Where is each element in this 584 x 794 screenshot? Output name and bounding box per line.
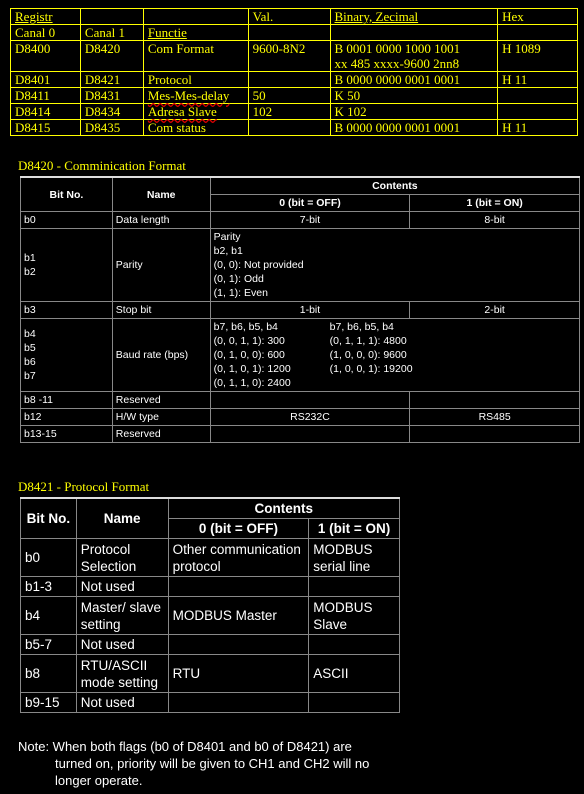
off-cell [210, 426, 410, 443]
baud-left-column [214, 320, 330, 390]
binary-line-2: xx 485 xxxx-9600 2nn8 [334, 56, 460, 71]
comm-format-title: D8420 - Comminication Format [18, 158, 186, 173]
table-row [21, 597, 400, 635]
canal1-cell: D8421 [80, 72, 143, 88]
canal1-cell: D8434 [80, 104, 143, 120]
comm-header-row [21, 177, 580, 195]
canal0-cell: D8401 [11, 72, 81, 88]
register-header-row [11, 9, 578, 25]
value-cell [248, 72, 330, 88]
parity-line: b2, b1 [213, 245, 243, 257]
on-cell: 8-bit [410, 212, 580, 229]
hex-cell [498, 88, 578, 104]
baud-line: (0, 1, 1, 1): 4800 [329, 335, 407, 347]
canal1-cell: D8435 [80, 120, 143, 136]
binary-line: B 0001 0000 1000 1001 [334, 41, 461, 56]
bit-cell: b0 [21, 212, 113, 229]
proto-header-bit: Bit No. [21, 498, 77, 539]
table-row [21, 319, 580, 392]
proto-header-on: 1 (bit = ON) [309, 519, 400, 539]
comm-header-bit: Bit No. [21, 177, 113, 212]
hex-cell: H 11 [498, 120, 578, 136]
subheader-empty-5 [498, 25, 578, 41]
hex-cell: H 1089 [498, 41, 578, 72]
baud-line: (0, 1, 0, 1): 1200 [213, 363, 291, 375]
bit-label: b2 [24, 266, 36, 278]
canal0-cell: D8411 [11, 88, 81, 104]
bit-label: b6 [24, 356, 36, 368]
name-cell: Not used [76, 635, 168, 655]
table-row [21, 426, 580, 443]
bit-cell: b4 [21, 597, 77, 635]
table-row [11, 41, 578, 72]
table-row [21, 577, 400, 597]
binary-cell: K 50 [330, 88, 498, 104]
name-cell: RTU/ASCII mode setting [76, 655, 168, 693]
table-row [21, 635, 400, 655]
on-cell: RS485 [410, 409, 580, 426]
parity-line: (1, 1): Even [213, 287, 268, 299]
value-cell [248, 120, 330, 136]
header-val: Val. [248, 9, 330, 25]
baud-line: b7, b6, b5, b4 [329, 321, 394, 333]
table-row [21, 212, 580, 229]
table-row [11, 120, 578, 136]
parity-line: Parity [213, 231, 241, 243]
baud-line: (0, 1, 0, 0): 600 [213, 349, 285, 361]
name-cell: Protocol Selection [76, 539, 168, 577]
subheader-functie: Functie [143, 25, 248, 41]
name-cell: H/W type [112, 409, 210, 426]
name-cell: Not used [76, 577, 168, 597]
baud-contents-cell [210, 319, 579, 392]
off-cell: 7-bit [210, 212, 410, 229]
proto-header-contents: Contents [168, 498, 399, 519]
canal1-cell: D8431 [80, 88, 143, 104]
proto-header-row [21, 498, 400, 519]
subheader-empty-3 [248, 25, 330, 41]
comm-header-name: Name [112, 177, 210, 212]
bit-label: b5 [24, 342, 36, 354]
table-row [11, 88, 578, 104]
value-cell: 50 [248, 88, 330, 104]
binary-cell [330, 41, 498, 72]
function-cell: Protocol [143, 72, 248, 88]
register-table [10, 8, 578, 136]
bit-cell: b12 [21, 409, 113, 426]
baud-line: (0, 1, 1, 0): 2400 [213, 377, 291, 389]
function-cell: Adresa Slave [143, 104, 248, 120]
on-cell: ASCII [309, 655, 400, 693]
header-empty-1 [80, 9, 143, 25]
comm-header-off: 0 (bit = OFF) [210, 195, 410, 212]
off-cell [210, 392, 410, 409]
function-cell: Com Format [143, 41, 248, 72]
function-cell: Com status [143, 120, 248, 136]
name-cell: Stop bit [112, 302, 210, 319]
bit-cell: b13-15 [21, 426, 113, 443]
off-cell: RTU [168, 655, 309, 693]
subheader-canal1: Canal 1 [80, 25, 143, 41]
value-cell: 9600-8N2 [248, 41, 330, 72]
note-line: longer operate. [55, 773, 143, 788]
canal0-cell: D8400 [11, 41, 81, 72]
on-cell [410, 392, 580, 409]
baud-line: (1, 0, 0, 1): 19200 [329, 363, 413, 375]
note-line: Note: When both flags (b0 of D8401 and b0 of D8421) are [18, 739, 352, 754]
note-line: turned on, priority will be given to CH1 and CH2 will no [55, 756, 370, 771]
protocol-format-title: D8421 - Protocol Format [18, 479, 150, 494]
comm-format-table [20, 176, 580, 443]
table-row [21, 302, 580, 319]
bit-cell: b5-7 [21, 635, 77, 655]
on-cell [309, 693, 400, 713]
name-cell: Parity [112, 229, 210, 302]
parity-line: (0, 1): Odd [213, 273, 264, 285]
bit-cell: b1-3 [21, 577, 77, 597]
binary-cell: K 102 [330, 104, 498, 120]
table-row [21, 693, 400, 713]
protocol-format-table [20, 497, 400, 713]
subheader-canal0: Canal 0 [11, 25, 81, 41]
parity-line: (0, 0): Not provided [213, 259, 304, 271]
bit-cell: b3 [21, 302, 113, 319]
canal0-cell: D8414 [11, 104, 81, 120]
canal1-cell: D8420 [80, 41, 143, 72]
on-cell: MODBUS serial line [309, 539, 400, 577]
binary-cell: B 0000 0000 0001 0001 [330, 72, 498, 88]
on-cell: MODBUS Slave [309, 597, 400, 635]
on-cell: 2-bit [410, 302, 580, 319]
binary-cell: B 0000 0000 0001 0001 [330, 120, 498, 136]
baud-line: (1, 0, 0, 0): 9600 [329, 349, 407, 361]
on-cell [410, 426, 580, 443]
name-cell: Not used [76, 693, 168, 713]
table-row [11, 104, 578, 120]
off-cell [168, 693, 309, 713]
bit-label: b7 [24, 370, 36, 382]
header-hex: Hex [498, 9, 578, 25]
table-row [11, 72, 578, 88]
baud-line: b7, b6, b5, b4 [213, 321, 278, 333]
proto-header-off: 0 (bit = OFF) [168, 519, 309, 539]
name-cell: Reserved [112, 392, 210, 409]
baud-line: (0, 0, 1, 1): 300 [213, 335, 285, 347]
bit-label: b4 [24, 328, 36, 340]
on-cell [309, 577, 400, 597]
bit-cell [21, 229, 113, 302]
bit-cell: b9-15 [21, 693, 77, 713]
off-cell: 1-bit [210, 302, 410, 319]
baud-right-column [330, 320, 413, 390]
hex-cell [498, 104, 578, 120]
hex-cell: H 11 [498, 72, 578, 88]
canal0-cell: D8415 [11, 120, 81, 136]
header-empty-2 [143, 9, 248, 25]
bit-cell [21, 319, 113, 392]
table-row [21, 409, 580, 426]
header-binary: Binary, Zecimal [330, 9, 498, 25]
parity-contents-cell [210, 229, 579, 302]
priority-note [18, 738, 408, 789]
function-cell: Mes-Mes-delay [143, 88, 248, 104]
off-cell [168, 635, 309, 655]
comm-header-on: 1 (bit = ON) [410, 195, 580, 212]
off-cell: RS232C [210, 409, 410, 426]
name-cell: Baud rate (bps) [112, 319, 210, 392]
name-cell: Master/ slave setting [76, 597, 168, 635]
bit-cell: b8 -11 [21, 392, 113, 409]
value-cell: 102 [248, 104, 330, 120]
on-cell [309, 635, 400, 655]
bit-cell: b0 [21, 539, 77, 577]
proto-header-name: Name [76, 498, 168, 539]
bit-cell: b8 [21, 655, 77, 693]
comm-header-contents: Contents [210, 177, 579, 195]
register-subheader-row [11, 25, 578, 41]
header-registr: Registr [11, 9, 81, 25]
table-row [21, 655, 400, 693]
bit-label: b1 [24, 252, 36, 264]
name-cell: Data length [112, 212, 210, 229]
off-cell [168, 577, 309, 597]
table-row [21, 392, 580, 409]
name-cell: Reserved [112, 426, 210, 443]
off-cell: Other communication protocol [168, 539, 309, 577]
subheader-empty-4 [330, 25, 498, 41]
table-row [21, 229, 580, 302]
table-row [21, 539, 400, 577]
off-cell: MODBUS Master [168, 597, 309, 635]
